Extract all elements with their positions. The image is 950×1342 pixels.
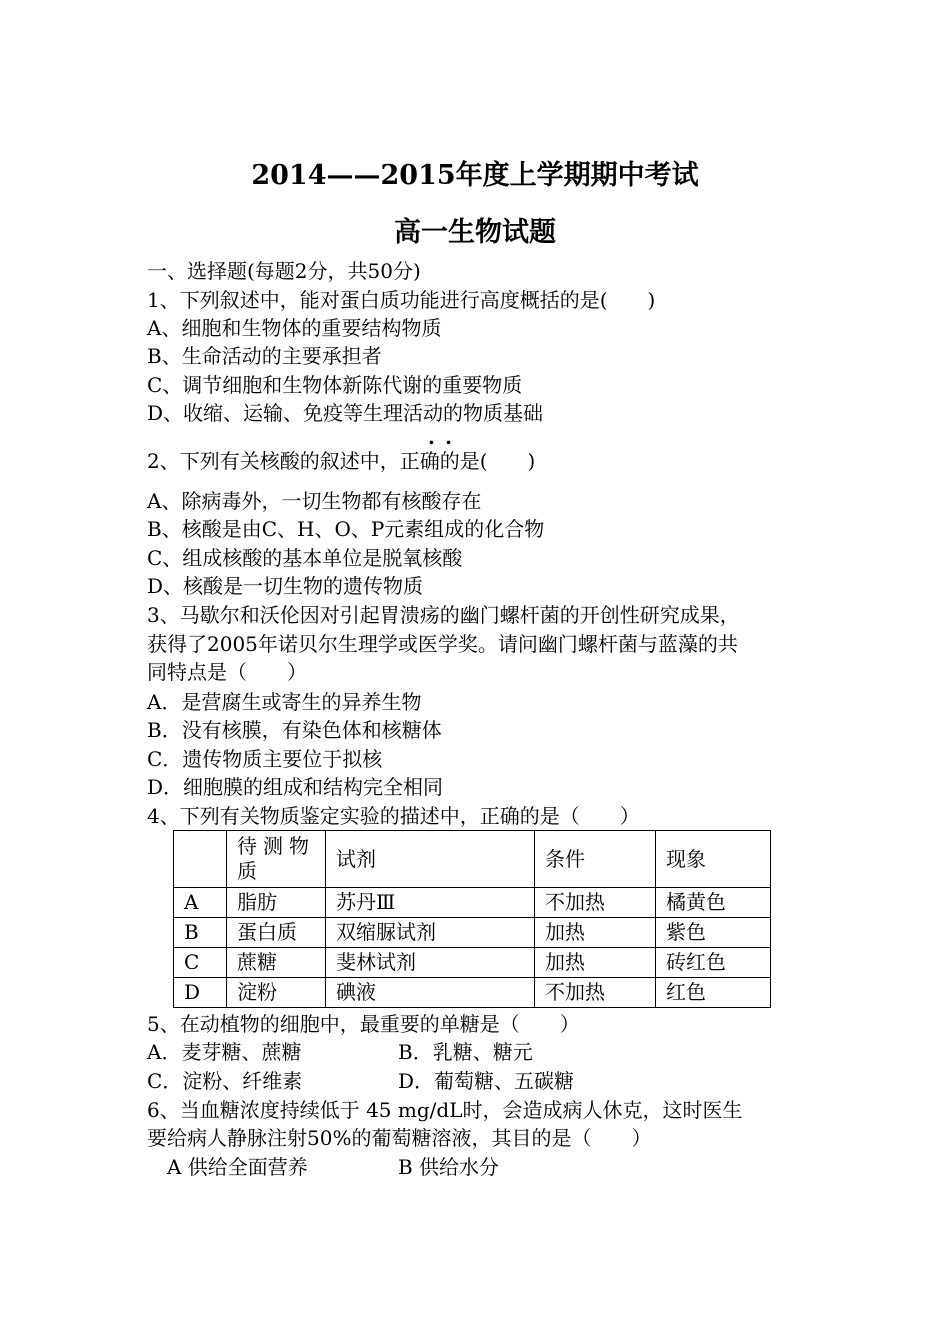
table-row [174,888,771,918]
exam-title: 2014——2015年度上学期期中考试 [251,160,699,191]
table-cell: 砖红色 [656,948,771,978]
q3-option-c: C．遗传物质主要位于拟核 [147,747,383,771]
q6-option-a: A 供给全面营养 [167,1155,308,1179]
table-header-cell: 现象 [656,831,771,888]
table-header-cell: 条件 [535,831,656,888]
table-cell: B [174,918,227,948]
table-cell: 不加热 [535,978,656,1008]
table-header-row [174,831,771,888]
table-cell: 加热 [535,948,656,978]
q4-stem: 4、下列有关物质鉴定实验的描述中，正确的是（ ） [147,804,640,828]
q3-option-b: B．没有核膜，有染色体和核糖体 [147,718,442,742]
q3-stem-line-1: 3、马歇尔和沃伦因对引起胃溃疡的幽门螺杆菌的开创性研究成果， [147,603,740,627]
table-header-cell: 试剂 [326,831,535,888]
section-heading: 一、选择题(每题2分，共50分) [147,259,421,283]
exam-subtitle: 高一生物试题 [394,217,556,248]
table-cell: 碘液 [326,978,535,1008]
q6-option-b: B 供给水分 [398,1155,500,1179]
q1-option-c: C、调节细胞和生物体新陈代谢的重要物质 [147,373,523,397]
table-cell: 加热 [535,918,656,948]
table-cell: 蔗糖 [227,948,326,978]
table-cell: 脂肪 [227,888,326,918]
q1-stem: 1、下列叙述中，能对蛋白质功能进行高度概括的是( ) [147,288,656,312]
table-cell: D [174,978,227,1008]
q5-option-a: A．麦芽糖、蔗糖 [147,1040,302,1064]
table-cell: 红色 [656,978,771,1008]
emphasis-dots: .. [428,425,462,449]
q1-option-a: A、细胞和生物体的重要结构物质 [147,316,442,340]
experiment-table [173,830,771,1008]
table-row [174,918,771,948]
q6-stem-line-1: 6、当血糖浓度持续低于 45 mg/dL时，会造成病人休克，这时医生 [147,1098,743,1122]
q1-option-b: B、生命活动的主要承担者 [147,344,382,368]
q5-option-c: C．淀粉、纤维素 [147,1069,303,1093]
header-label-substance: 待测物质 [237,834,315,883]
q2-option-d: D、核酸是一切生物的遗传物质 [147,574,424,598]
q3-option-a: A．是营腐生或寄生的异养生物 [147,690,422,714]
q2-stem: 2、下列有关核酸的叙述中，正确的是( ) [147,449,536,473]
table-row [174,978,771,1008]
table-cell: 紫色 [656,918,771,948]
q2-option-b: B、核酸是由C、H、O、P元素组成的化合物 [147,517,545,541]
table-row [174,948,771,978]
q2-option-c: C、组成核酸的基本单位是脱氧核酸 [147,546,463,570]
table-cell: A [174,888,227,918]
table-cell: 苏丹Ⅲ [326,888,535,918]
table-cell: C [174,948,227,978]
q5-option-b: B．乳糖、糖元 [398,1040,533,1064]
q1-option-d: D、收缩、运输、免疫等生理活动的物质基础 [147,401,544,425]
table-cell: 不加热 [535,888,656,918]
table-cell: 双缩脲试剂 [326,918,535,948]
table-cell: 斐林试剂 [326,948,535,978]
table-header-cell [174,831,227,888]
table-header-cell [227,831,326,888]
q5-stem: 5、在动植物的细胞中，最重要的单糖是（ ） [147,1012,580,1036]
table-cell: 淀粉 [227,978,326,1008]
table-cell: 橘黄色 [656,888,771,918]
q6-stem-line-2: 要给病人静脉注射50%的葡萄糖溶液，其目的是（ ） [147,1126,652,1150]
q3-stem-line-2: 获得了2005年诺贝尔生理学或医学奖。请问幽门螺杆菌与蓝藻的共 [147,632,738,656]
q3-stem-line-3: 同特点是（ ） [147,660,307,684]
q2-option-a: A、除病毒外，一切生物都有核酸存在 [147,489,482,513]
q5-option-d: D．葡萄糖、五碳糖 [398,1069,575,1093]
q3-option-d: D．细胞膜的组成和结构完全相同 [147,775,444,799]
table-cell: 蛋白质 [227,918,326,948]
